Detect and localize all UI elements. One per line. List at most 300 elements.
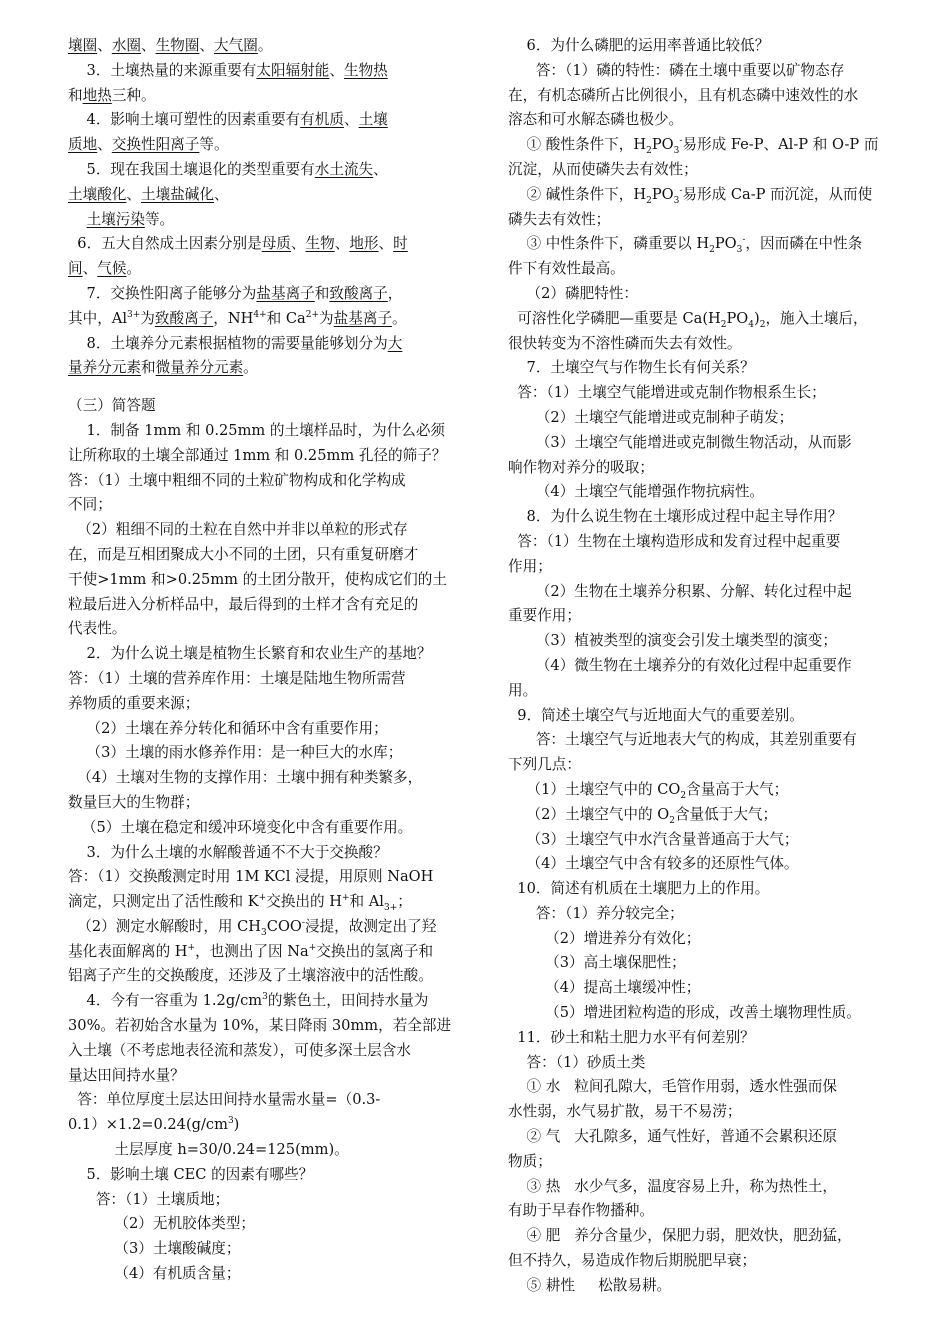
text-segment: ，也测出了因 Na xyxy=(195,942,309,960)
section-gap xyxy=(68,381,478,394)
text-segment: 等。 xyxy=(144,210,175,228)
underlined-answer: 盐基离子 xyxy=(333,309,393,327)
text-segment: ) xyxy=(233,1116,240,1134)
text-line xyxy=(508,927,910,952)
text-line xyxy=(68,84,478,109)
text-segment: 6．五大自然成土因素分别是 xyxy=(68,235,262,253)
text-line xyxy=(508,951,910,976)
text-line xyxy=(68,717,478,742)
text-line xyxy=(508,828,910,853)
text-segment: 三种。 xyxy=(111,86,156,104)
text-segment: 、 xyxy=(334,235,350,253)
text-segment: ，因而磷在中性条 xyxy=(745,235,863,253)
text-segment: 1．制备 1mm 和 0.25mm 的土壤样品时，为什么必须 xyxy=(68,421,446,439)
subscript: 2 xyxy=(646,146,652,157)
text-segment: 答：（1）土壤的营养库作用：土壤是陆地生物所需营 xyxy=(68,669,406,687)
text-line xyxy=(508,555,910,580)
underlined-answer: 大 xyxy=(387,334,403,352)
text-segment: （3）土壤酸碱度； xyxy=(68,1240,241,1258)
text-segment: 粒最后进入分析样品中，最后得到的土样才含有充足的 xyxy=(68,595,419,613)
text-line xyxy=(508,902,910,927)
text-segment: 水性弱，水气易扩散，易干不易涝； xyxy=(508,1103,742,1121)
underlined-answer: 土壤盐碱化 xyxy=(141,185,214,203)
text-segment: 和 xyxy=(314,284,330,302)
text-line xyxy=(508,232,910,257)
superscript: 3 xyxy=(262,992,268,1003)
text-line xyxy=(508,282,910,307)
text-segment: ， xyxy=(387,284,403,302)
subscript: 3 xyxy=(673,195,680,206)
subscript: 2 xyxy=(720,319,727,330)
text-segment: 下列几点： xyxy=(508,756,581,774)
text-line xyxy=(68,1237,478,1262)
subscript: 2 xyxy=(709,245,715,256)
text-line xyxy=(68,158,478,183)
text-segment: PO xyxy=(651,136,674,154)
underlined-answer: 气候 xyxy=(97,260,127,278)
text-segment: 有助于早春作物播种。 xyxy=(508,1202,654,1220)
text-line xyxy=(68,642,478,667)
subscript: 2 xyxy=(680,790,687,801)
underlined-answer: 母质 xyxy=(261,235,291,253)
underlined-answer: 时 xyxy=(393,235,408,253)
text-line xyxy=(68,964,478,989)
text-line xyxy=(508,133,910,158)
text-segment: ② 气 大孔隙多，通气性好，普通不会累积还原 xyxy=(508,1128,837,1146)
underlined-answer: 土壤污染 xyxy=(86,210,145,228)
text-segment: 、 xyxy=(329,61,344,79)
text-line xyxy=(508,1001,910,1026)
text-segment: 9．简述土壤空气与近地面大气的重要差别。 xyxy=(508,706,804,724)
text-line xyxy=(68,518,478,543)
text-segment: ② 碱性条件下，H xyxy=(508,185,647,203)
text-segment: 答：土壤空气与近地表大气的构成，其差别重要有 xyxy=(508,731,857,749)
underlined-answer: 有机质 xyxy=(300,111,344,129)
text-segment: 答：单位厚度土层达田间持水量需水量=（0.3- xyxy=(68,1091,381,1109)
underlined-answer: 交换性阳离子 xyxy=(111,136,200,154)
text-segment: 入土壤（不考虑地表径流和蒸发），可使多深土层含水 xyxy=(68,1041,411,1059)
text-line xyxy=(508,852,910,877)
text-segment: 溶态和可水解态磷也极少。 xyxy=(508,111,684,129)
text-segment: 养物质的重要来源； xyxy=(68,694,200,712)
text-segment: （3）土壤的雨水修养作用：是一种巨大的水库； xyxy=(68,744,403,762)
text-segment: （2）土壤在养分转化和循环中含有重要作用； xyxy=(68,719,388,737)
text-segment: 件下有效性最高。 xyxy=(508,260,625,278)
text-line xyxy=(508,728,910,753)
text-segment: （2）生物在土壤养分积累、分解、转化过程中起 xyxy=(508,582,852,600)
subscript: 2 xyxy=(759,319,766,330)
text-segment: 。 xyxy=(392,309,407,327)
text-segment: 8．土壤养分元素根据植物的需要量能够划分为 xyxy=(68,334,388,352)
text-line xyxy=(68,989,478,1014)
underlined-answer: 间 xyxy=(68,260,83,278)
text-segment: 浸提，故测定出了羟 xyxy=(304,917,437,935)
text-line xyxy=(68,1064,478,1089)
text-line xyxy=(68,34,478,59)
superscript: + xyxy=(308,942,317,953)
text-segment: （3）土壤空气中水汽含量普通高于大气； xyxy=(508,830,799,848)
right-column xyxy=(508,34,910,1299)
text-line xyxy=(508,307,910,332)
text-line xyxy=(68,940,478,965)
text-segment: ① 酸性条件下，H xyxy=(508,136,647,154)
text-segment: 答：（1）砂质土类 xyxy=(508,1053,646,1071)
text-line xyxy=(68,394,478,419)
text-line xyxy=(508,1051,910,1076)
text-line xyxy=(508,530,910,555)
text-line xyxy=(508,431,910,456)
text-segment: 答：（1）土壤质地； xyxy=(68,1190,230,1208)
text-segment: 干使>1mm 和>0.25mm 的土团分散开，使构成它们的土 xyxy=(68,570,447,588)
text-line xyxy=(508,108,910,133)
text-segment: （三）简答题 xyxy=(68,397,156,415)
text-line xyxy=(68,568,478,593)
text-segment: ④ 肥 养分含量少，保肥力弱，肥效快，肥劲猛， xyxy=(508,1227,852,1245)
underlined-answer: 生物热 xyxy=(343,61,388,79)
subscript: 3 xyxy=(261,927,267,938)
text-segment: 作用； xyxy=(508,557,552,575)
text-segment: 3．为什么土壤的水解酸普通不不大于交换酸？ xyxy=(68,843,388,861)
text-segment: （2）土壤空气中的 O xyxy=(508,805,670,823)
text-line xyxy=(508,877,910,902)
text-line xyxy=(68,890,478,915)
text-line xyxy=(508,208,910,233)
text-segment: 0.1）×1.2=0.24(g/cm xyxy=(68,1116,228,1134)
text-segment: （4）土壤空气能增强作物抗病性。 xyxy=(508,483,765,501)
text-line xyxy=(68,766,478,791)
text-line xyxy=(68,469,478,494)
text-segment: COO xyxy=(266,917,302,935)
superscript: + xyxy=(187,942,196,953)
text-segment: 答：（1）土壤空气能增进或克制作物根系生长； xyxy=(508,384,826,402)
underlined-answer: 地形 xyxy=(349,235,379,253)
text-line xyxy=(68,493,478,518)
text-segment: （4）提高土壤缓冲性； xyxy=(508,979,701,997)
underlined-answer: 壤圈 xyxy=(68,37,98,54)
text-line xyxy=(508,580,910,605)
text-segment: ⑤ 耕性 松散易耕。 xyxy=(508,1276,672,1294)
text-segment: 7．交换性阳离子能够分为 xyxy=(68,284,257,302)
text-line xyxy=(68,356,478,381)
text-segment: 为 xyxy=(319,309,334,327)
text-line xyxy=(508,1199,910,1224)
text-segment: ，施入土壤后， xyxy=(765,309,868,327)
superscript: 3 xyxy=(227,1116,234,1127)
text-line xyxy=(68,1262,478,1287)
text-segment: PO xyxy=(651,185,674,203)
text-line xyxy=(68,257,478,282)
text-segment: 不同； xyxy=(68,496,112,514)
text-segment: 2．为什么说土壤是植物生长繁育和农业生产的基地？ xyxy=(68,645,432,663)
text-segment: 和 Ca xyxy=(266,309,306,327)
text-segment: 7．土壤空气与作物生长有何关系？ xyxy=(508,359,755,377)
underlined-answer: 盐基离子 xyxy=(256,284,315,302)
text-segment: ① 水 粒间孔隙大，毛管作用弱，透水性强而保 xyxy=(508,1078,837,1096)
text-segment: 、 xyxy=(213,185,229,203)
text-segment: 5．现在我国土壤退化的类型重要有 xyxy=(68,160,315,178)
text-line xyxy=(68,332,478,357)
text-segment: 6．为什么磷肥的运用率普通比较低？ xyxy=(508,37,770,54)
text-segment: 和 Al xyxy=(349,893,384,911)
text-segment: 答：（1）生物在土壤构造形成和发育过程中起重要 xyxy=(508,532,841,550)
text-segment: 土层厚度 h=30/0.24=125(mm)。 xyxy=(68,1141,349,1159)
text-line xyxy=(68,1138,478,1163)
subscript: 2 xyxy=(669,815,675,826)
text-line xyxy=(508,381,910,406)
text-segment: 。 xyxy=(243,359,258,377)
text-segment: 易形成 Fe-P、Al-P 和 O-P 而 xyxy=(682,136,879,154)
text-segment: 量达田间持水量？ xyxy=(68,1066,185,1084)
text-segment: ； xyxy=(397,893,412,911)
text-segment: PO xyxy=(714,235,737,253)
text-segment: （2）粗细不同的土粒在自然中并非以单粒的形式存 xyxy=(68,521,408,539)
text-line xyxy=(68,593,478,618)
text-segment: 、 xyxy=(378,235,394,253)
text-segment xyxy=(68,211,87,228)
superscript: - xyxy=(301,918,305,929)
underlined-answer: 微量养分元素 xyxy=(155,359,244,377)
text-segment: 含量高于大气； xyxy=(686,780,789,798)
text-segment: 交换出的氢离子和 xyxy=(316,942,434,960)
text-segment: 的紫色土，田间持水量为 xyxy=(267,992,429,1010)
text-line xyxy=(508,183,910,208)
text-line xyxy=(68,133,478,158)
text-line xyxy=(68,183,478,208)
text-line xyxy=(508,1249,910,1274)
text-segment: 。 xyxy=(257,37,273,54)
text-segment: 可溶性化学磷肥—重要是 Ca(H xyxy=(508,309,721,327)
text-line xyxy=(508,1150,910,1175)
underlined-answer: 土壤 xyxy=(358,111,388,129)
text-segment: 、 xyxy=(141,37,156,54)
text-line xyxy=(68,444,478,469)
text-segment: 在，有机态磷所占比例很小，且有机态磷中速效性的水 xyxy=(508,86,859,104)
underlined-answer: 量养分元素 xyxy=(68,359,141,377)
text-line xyxy=(68,865,478,890)
superscript: 3+ xyxy=(127,309,141,320)
subscript: 3+ xyxy=(383,903,398,913)
text-line xyxy=(508,1224,910,1249)
text-segment: 、 xyxy=(343,111,359,129)
text-line xyxy=(508,1026,910,1051)
text-line xyxy=(508,654,910,679)
text-segment: 等。 xyxy=(199,136,229,154)
underlined-answer: 地热 xyxy=(82,86,112,104)
underlined-answer: 土壤酸化 xyxy=(68,185,127,203)
text-segment: 铝离子产生的交换酸度，还涉及了土壤溶液中的活性酸。 xyxy=(68,967,433,985)
text-segment: 8．为什么说生物在土壤形成过程中起主导作用？ xyxy=(508,508,843,526)
superscript: - xyxy=(679,136,683,147)
underlined-answer: 质地 xyxy=(68,136,98,154)
underlined-answer: 大气圈 xyxy=(214,37,258,54)
superscript: 2+ xyxy=(305,309,320,320)
superscript: - xyxy=(742,235,746,246)
text-line xyxy=(508,332,910,357)
text-line xyxy=(68,1014,478,1039)
text-segment: 30%。若初始含水量为 10%，某日降雨 30mm，若全部进 xyxy=(68,1017,452,1035)
text-line xyxy=(508,1075,910,1100)
text-segment: 答：（1）交换酸测定时用 1M KCl 浸提，用原则 NaOH xyxy=(68,868,434,886)
superscript: - xyxy=(679,185,683,196)
underlined-answer: 生物圈 xyxy=(155,37,200,54)
text-segment: PO xyxy=(726,309,749,327)
text-segment: （2）增进养分有效化； xyxy=(508,929,701,947)
text-segment: （4）微生物在土壤养分的有效化过程中起重要作 xyxy=(508,656,852,674)
text-line xyxy=(508,778,910,803)
text-segment: 、 xyxy=(97,37,112,54)
text-segment: 和 xyxy=(68,86,83,104)
text-segment: 滴定，只测定出了活性酸和 K xyxy=(68,893,259,911)
left-column xyxy=(68,34,478,1287)
text-line xyxy=(68,617,478,642)
underlined-answer: 太阳辐射能 xyxy=(256,61,330,79)
text-segment: 3．土壤热量的来源重要有 xyxy=(68,61,257,79)
text-line xyxy=(68,1088,478,1113)
text-segment: 、 xyxy=(373,160,388,178)
text-line xyxy=(508,1274,910,1299)
underlined-answer: 水圈 xyxy=(111,37,142,54)
text-segment: ③ 中性条件下，磷重要以 H xyxy=(508,235,710,253)
text-line xyxy=(508,629,910,654)
underlined-answer: 致酸离子 xyxy=(154,309,214,327)
text-segment: 在，而是互相团聚成大小不同的土团，只有重复研磨才 xyxy=(68,545,419,563)
text-line xyxy=(508,704,910,729)
text-line xyxy=(68,59,478,84)
text-segment: （4）土壤空气中含有较多的还原性气体。 xyxy=(508,855,799,873)
text-segment: 、 xyxy=(97,136,112,154)
underlined-answer: 水土流失 xyxy=(314,160,374,178)
text-line xyxy=(508,158,910,183)
superscript: + xyxy=(258,893,267,904)
text-segment: 11．砂土和粘土肥力水平有何差别？ xyxy=(508,1028,755,1046)
text-line xyxy=(508,59,910,84)
text-line xyxy=(68,816,478,841)
text-segment: ) xyxy=(754,309,760,327)
text-segment: 易形成 Ca-P 而沉淀，从而使 xyxy=(682,185,873,203)
subscript: 2 xyxy=(646,195,652,206)
text-line xyxy=(68,543,478,568)
text-segment: 物质； xyxy=(508,1152,552,1170)
text-line xyxy=(68,208,478,233)
text-line xyxy=(508,604,910,629)
text-segment: 10．简述有机质在土壤肥力上的作用。 xyxy=(508,880,770,898)
text-line xyxy=(508,1100,910,1125)
text-segment: 、 xyxy=(290,235,306,253)
underlined-answer: 致酸离子 xyxy=(329,284,388,302)
text-segment: 、 xyxy=(82,260,98,278)
text-segment: ③ 热 水少气多，温度容易上升，称为热性土， xyxy=(508,1177,837,1195)
text-segment: （1）土壤空气中的 CO xyxy=(508,780,681,798)
text-segment: 。 xyxy=(126,260,142,278)
text-segment: 很快转变为不溶性磷而失去有效性。 xyxy=(508,334,742,352)
text-line xyxy=(68,791,478,816)
text-line xyxy=(508,34,910,59)
text-line xyxy=(508,505,910,530)
text-segment: 磷失去有效性； xyxy=(508,210,611,228)
text-segment: 答：（1）养分较完全； xyxy=(508,904,684,922)
text-line xyxy=(508,679,910,704)
text-segment: 基化表面解离的 H xyxy=(68,942,188,960)
underlined-answer: 生物 xyxy=(305,235,335,253)
text-segment: 答：（1）磷的特性：磷在土壤中重要以矿物态存 xyxy=(508,61,845,79)
text-line xyxy=(508,480,910,505)
text-line xyxy=(68,419,478,444)
text-segment: （2）测定水解酸时，用 CH xyxy=(68,917,262,935)
text-line xyxy=(68,841,478,866)
text-line xyxy=(68,1212,478,1237)
text-segment: 代表性。 xyxy=(68,620,127,638)
text-segment: （5）增进团粒构造的形成，改善土壤物理性质。 xyxy=(508,1004,861,1022)
text-segment: （5）土壤在稳定和缓冲环境变化中含有重要作用。 xyxy=(68,818,413,836)
text-line xyxy=(508,1175,910,1200)
text-line xyxy=(508,84,910,109)
text-segment: 答：（1）土壤中粗细不同的土粒矿物构成和化学构成 xyxy=(68,471,406,489)
text-segment: 为 xyxy=(140,309,155,327)
text-line xyxy=(68,1039,478,1064)
text-segment: 响作物对养分的吸取； xyxy=(508,458,654,476)
text-line xyxy=(68,1113,478,1138)
text-segment: 、 xyxy=(199,37,215,54)
text-segment: （3）土壤空气能增进或克制微生物活动，从而影 xyxy=(508,433,852,451)
text-line xyxy=(508,356,910,381)
text-line xyxy=(508,257,910,282)
text-segment: 重要作用； xyxy=(508,607,581,625)
text-segment: （4）有机质含量； xyxy=(68,1265,241,1283)
superscript: 4+ xyxy=(253,309,267,320)
text-line xyxy=(68,282,478,307)
text-line xyxy=(508,976,910,1001)
text-segment: 让所称取的土壤全部通过 1mm 和 0.25mm 孔径的筛子？ xyxy=(68,446,447,464)
text-segment: 其中，Al xyxy=(68,309,127,327)
text-line xyxy=(68,307,478,332)
text-segment: （2）磷肥特性： xyxy=(508,284,638,302)
text-line xyxy=(508,753,910,778)
text-line xyxy=(508,406,910,431)
text-segment: （2）无机胶体类型； xyxy=(68,1215,256,1233)
text-segment: （3）高土壤保肥性； xyxy=(508,954,686,972)
subscript: 3 xyxy=(736,245,743,256)
text-segment: 交换出的 H xyxy=(266,893,342,911)
text-segment: 沉淀，从而使磷失去有效性； xyxy=(508,160,698,178)
text-segment: 4．今有一容重为 1.2g/cm xyxy=(68,992,263,1010)
text-line xyxy=(68,108,478,133)
text-line xyxy=(508,456,910,481)
text-segment: （3）植被类型的演变会引发土壤类型的演变； xyxy=(508,632,837,650)
text-line xyxy=(68,915,478,940)
text-segment: 5．影响土壤 CEC 的因素有哪些？ xyxy=(68,1165,314,1183)
text-line xyxy=(68,667,478,692)
text-segment: （4）土壤对生物的支撑作用：土壤中拥有种类繁多， xyxy=(68,769,423,787)
subscript: 3 xyxy=(673,146,680,157)
text-line xyxy=(68,1163,478,1188)
text-segment: ，NH xyxy=(213,309,254,327)
text-segment: 数量巨大的生物群； xyxy=(68,793,200,811)
text-line xyxy=(508,1125,910,1150)
text-segment: 用。 xyxy=(508,681,538,699)
superscript: + xyxy=(341,893,350,904)
text-line xyxy=(68,232,478,257)
text-segment: 和 xyxy=(140,359,156,377)
text-segment: 、 xyxy=(126,185,141,203)
text-line xyxy=(68,692,478,717)
text-line xyxy=(68,1188,478,1213)
text-line xyxy=(508,803,910,828)
subscript: 4 xyxy=(748,319,755,330)
text-line xyxy=(68,741,478,766)
text-segment: 但不持久，易造成作物后期脱肥早衰； xyxy=(508,1252,757,1270)
text-segment: （2）土壤空气能增进或克制种子萌发； xyxy=(508,408,794,426)
text-segment: 含量低于大气； xyxy=(674,805,778,823)
